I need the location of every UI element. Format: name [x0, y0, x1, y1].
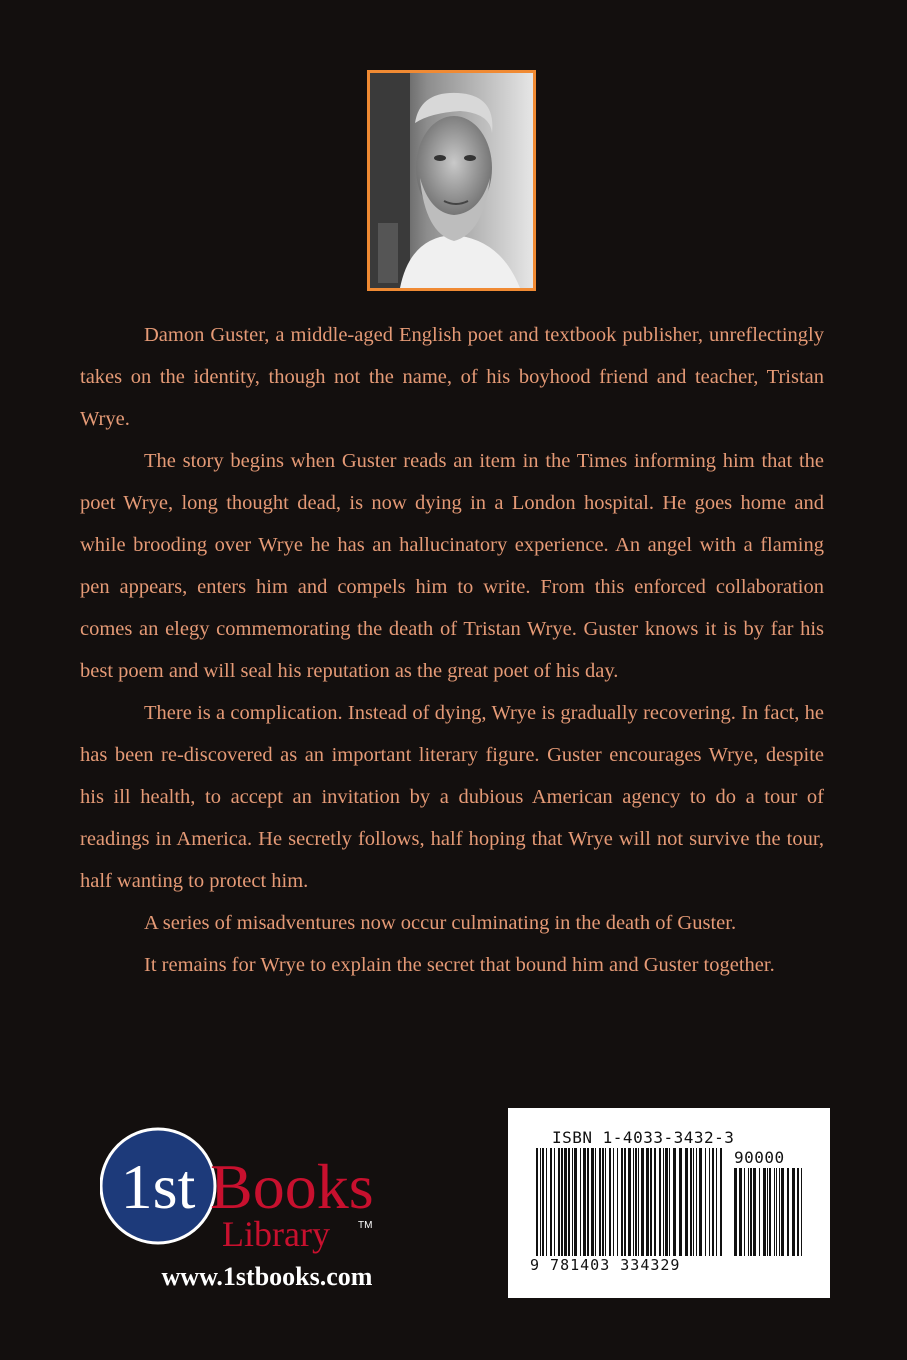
barcode-bar [536, 1148, 538, 1256]
barcode-bar [712, 1148, 714, 1256]
barcode-bar [554, 1148, 555, 1256]
barcode-bar [769, 1168, 771, 1256]
barcode-bar [781, 1168, 784, 1256]
book-description [80, 314, 824, 986]
barcode-bar [542, 1148, 544, 1256]
barcode-bar [564, 1148, 567, 1256]
ean-digits: 9 781403 334329 [530, 1256, 681, 1274]
barcode-bar [734, 1168, 737, 1256]
barcode-bar [744, 1168, 745, 1256]
barcode-bar [739, 1168, 742, 1256]
barcode-bar [587, 1148, 589, 1256]
barcode-bar [797, 1168, 799, 1256]
barcode-bar [792, 1168, 795, 1256]
description-paragraph: It remains for Wrye to explain the secret that bound him and Guster together. [144, 954, 775, 976]
barcode-bar [673, 1148, 676, 1256]
barcode-bar [659, 1148, 661, 1256]
author-photo [370, 73, 533, 288]
barcode-bar [753, 1168, 756, 1256]
barcode-bar [646, 1148, 649, 1256]
barcode-bar [550, 1148, 552, 1256]
barcode-bar [599, 1148, 601, 1256]
barcode-bar [696, 1148, 697, 1256]
barcode-bar [568, 1148, 570, 1256]
barcode-bar [693, 1148, 694, 1256]
barcode-bar [720, 1148, 722, 1256]
barcode-bar [767, 1168, 768, 1256]
isbn-label: ISBN 1-4033-3432-3 [552, 1128, 735, 1147]
isbn-barcode [508, 1108, 830, 1298]
barcode-bar [801, 1168, 802, 1256]
barcode-bar [650, 1148, 652, 1256]
barcode-bar [669, 1148, 670, 1256]
barcode-bar [663, 1148, 664, 1256]
barcode-bar [540, 1148, 541, 1256]
logo-1st: 1st [120, 1151, 196, 1222]
barcode-bar [679, 1148, 682, 1256]
barcode-bar [609, 1148, 611, 1256]
description-paragraph: A series of misadventures now occur culminating in the death of Guster. [144, 912, 737, 934]
barcode-bar [572, 1148, 573, 1256]
price-code: 90000 [734, 1148, 785, 1167]
description-paragraph: The story begins when Guster reads an item in the Times informing him that the poet Wrye, long thought dead, is now dying in a London hospital. He goes home and while brooding over Wrye he has an hallucinatory experience. An angel with a flaming pen appears, enters him and compels him to write. From this enforced collaboration comes an elegy commemorating the death of Tristan Wrye. Guster knows it is by far his best poem and will seal his reputation as the great poet of his day. [80, 450, 824, 682]
barcode-bar [580, 1148, 581, 1256]
barcode-bar [635, 1148, 637, 1256]
barcode-bar [654, 1148, 656, 1256]
barcode-bar [546, 1148, 547, 1256]
barcode-bar [641, 1148, 644, 1256]
barcode-bar [595, 1148, 596, 1256]
barcode-bar [774, 1168, 775, 1256]
barcode-bar [621, 1148, 623, 1256]
barcode-bar [699, 1148, 702, 1256]
description-paragraph: There is a complication. Instead of dying, Wrye is gradually recovering. In fact, he has been re-discovered as an important literary figure. Guster encourages Wrye, despite his ill health, to accept an invitation by a dubious American agency to do a tour of readings in America. He secretly follows, half hoping that Wrye will not survive the tour, half wanting to protect him. [80, 702, 824, 892]
author-photo-frame [367, 70, 536, 291]
barcode-bar [763, 1168, 766, 1256]
publisher-website: www.1stbooks.com [161, 1262, 373, 1291]
barcode-bar [574, 1148, 577, 1256]
barcode-bar [633, 1148, 634, 1256]
barcode-bar [709, 1148, 710, 1256]
barcode-bar [605, 1148, 606, 1256]
logo-library: Library [222, 1214, 330, 1254]
barcode-bar [750, 1168, 752, 1256]
barcode-bar [617, 1148, 618, 1256]
ean-bars [536, 1148, 726, 1256]
barcode-bar [685, 1148, 688, 1256]
barcode-bar [561, 1148, 563, 1256]
barcode-bar [716, 1148, 717, 1256]
barcode-bar [613, 1148, 614, 1256]
barcode-bar [779, 1168, 780, 1256]
publisher-logo [100, 1116, 440, 1266]
description-paragraph: Damon Guster, a middle-aged English poet and textbook publisher, unreflectingly takes on the identity, though not the name, of his boyhood friend and teacher, Tristan Wrye. [80, 324, 824, 430]
barcode-bar [628, 1148, 631, 1256]
barcode-bar [558, 1148, 560, 1256]
barcode-bar [787, 1168, 789, 1256]
barcode-bar [690, 1148, 692, 1256]
barcode-bar [591, 1148, 594, 1256]
barcode-bar [759, 1168, 760, 1256]
barcode-bar [776, 1168, 777, 1256]
price-bars [734, 1168, 804, 1256]
barcode-bar [665, 1148, 668, 1256]
barcode-bar [748, 1168, 749, 1256]
barcode-bar [602, 1148, 604, 1256]
barcode-bar [638, 1148, 639, 1256]
barcode-bar [583, 1148, 586, 1256]
barcode-bar [624, 1148, 626, 1256]
logo-books: Books [210, 1151, 374, 1222]
barcode-bar [705, 1148, 706, 1256]
logo-trademark: TM [358, 1220, 373, 1231]
